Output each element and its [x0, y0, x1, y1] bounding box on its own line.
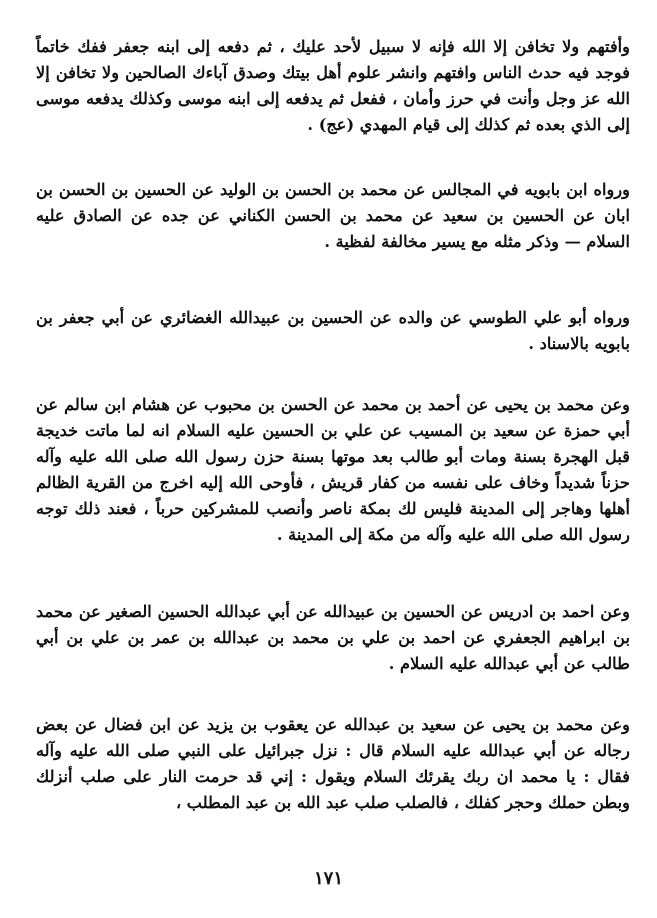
paragraph-text: وعن محمد بن يحيى عن أحمد بن محمد عن الحسن بن محبوب عن هشام ابن سالم عن أبي حمزة عن سعيد بن المسيب عن علي بن الحسين عليه السلام انه لما ماتت خديجة قبل الهجرة بسنة ومات أبو طالب بعد موتها بسنة حزن رسول الله صلى الله عليه وآله حزناً شديداً وخاف على نفسه من كفار قريش ، فأوحى الله إليه اخرج من القرية الظالم أهلها وهاجر إلى المدينة فليس لك بمكة ناصر وأنصب للمشركين حرباً ، فعند ذلك توجه رسول الله صلى الله عليه وآله من مكة إلى المدينة .	[36, 395, 630, 544]
paragraph-3	[36, 305, 630, 357]
paragraph-1	[36, 34, 630, 138]
paragraph-text: وعن احمد بن ادريس عن الحسين بن عبيدالله عن أبي عبدالله الحسين الصغير عن محمد بن ابراهيم الجعفري عن احمد بن علي بن محمد بن عبدالله بن عمر بن علي بن أبي طالب عن أبي عبدالله عليه السلام .	[36, 602, 630, 673]
paragraph-text: ورواه أبو علي الطوسي عن والده عن الحسين بن عبيدالله الغضائري عن أبي جعفر بن بابويه بالاسناد .	[36, 308, 630, 353]
paragraph-text: وأفتهم ولا تخافن إلا الله فإنه لا سبيل لأحد عليك ، ثم دفعه إلى ابنه جعفر ففك خاتماً فوجد فيه حدث الناس وافتهم وانشر علوم أهل بيتك وصدق آباءك الصالحين ولا تخافن إلا الله عز وجل وأنت في حرز وأمان ، ففعل ثم يدفعه إلى ابنه موسى وكذلك يدفعه موسى إلى الذي بعده ثم كذلك إلى قيام المهدي (عج) .	[36, 37, 630, 134]
paragraph-5	[36, 599, 630, 677]
page-number: ١٧١	[313, 868, 343, 889]
paragraph-4	[36, 392, 630, 548]
paragraph-2	[36, 177, 630, 255]
paragraph-text: وعن محمد بن يحيى عن سعيد بن عبدالله عن يعقوب بن يزيد عن ابن فضال عن بعض رجاله عن أبي عبدالله عليه السلام قال : نزل جبرائيل على النبي صلى الله عليه وآله فقال : يا محمد ان ربك يقرئك السلام ويقول : إني قد حرمت النار على صلب أنزلك وبطن حملك وحجر كفلك ، فالصلب صلب عبد الله بن عبد المطلب ،	[36, 715, 630, 812]
paragraph-text: ورواه ابن بابويه في المجالس عن محمد بن الحسن بن الوليد عن الحسين بن الحسن بن ابان عن الحسين بن سعيد عن محمد بن الحسن الكناني عن جده عن الصادق عليه السلام — وذكر مثله مع يسير مخالفة لفظية .	[36, 180, 630, 251]
paragraph-6	[36, 712, 630, 816]
